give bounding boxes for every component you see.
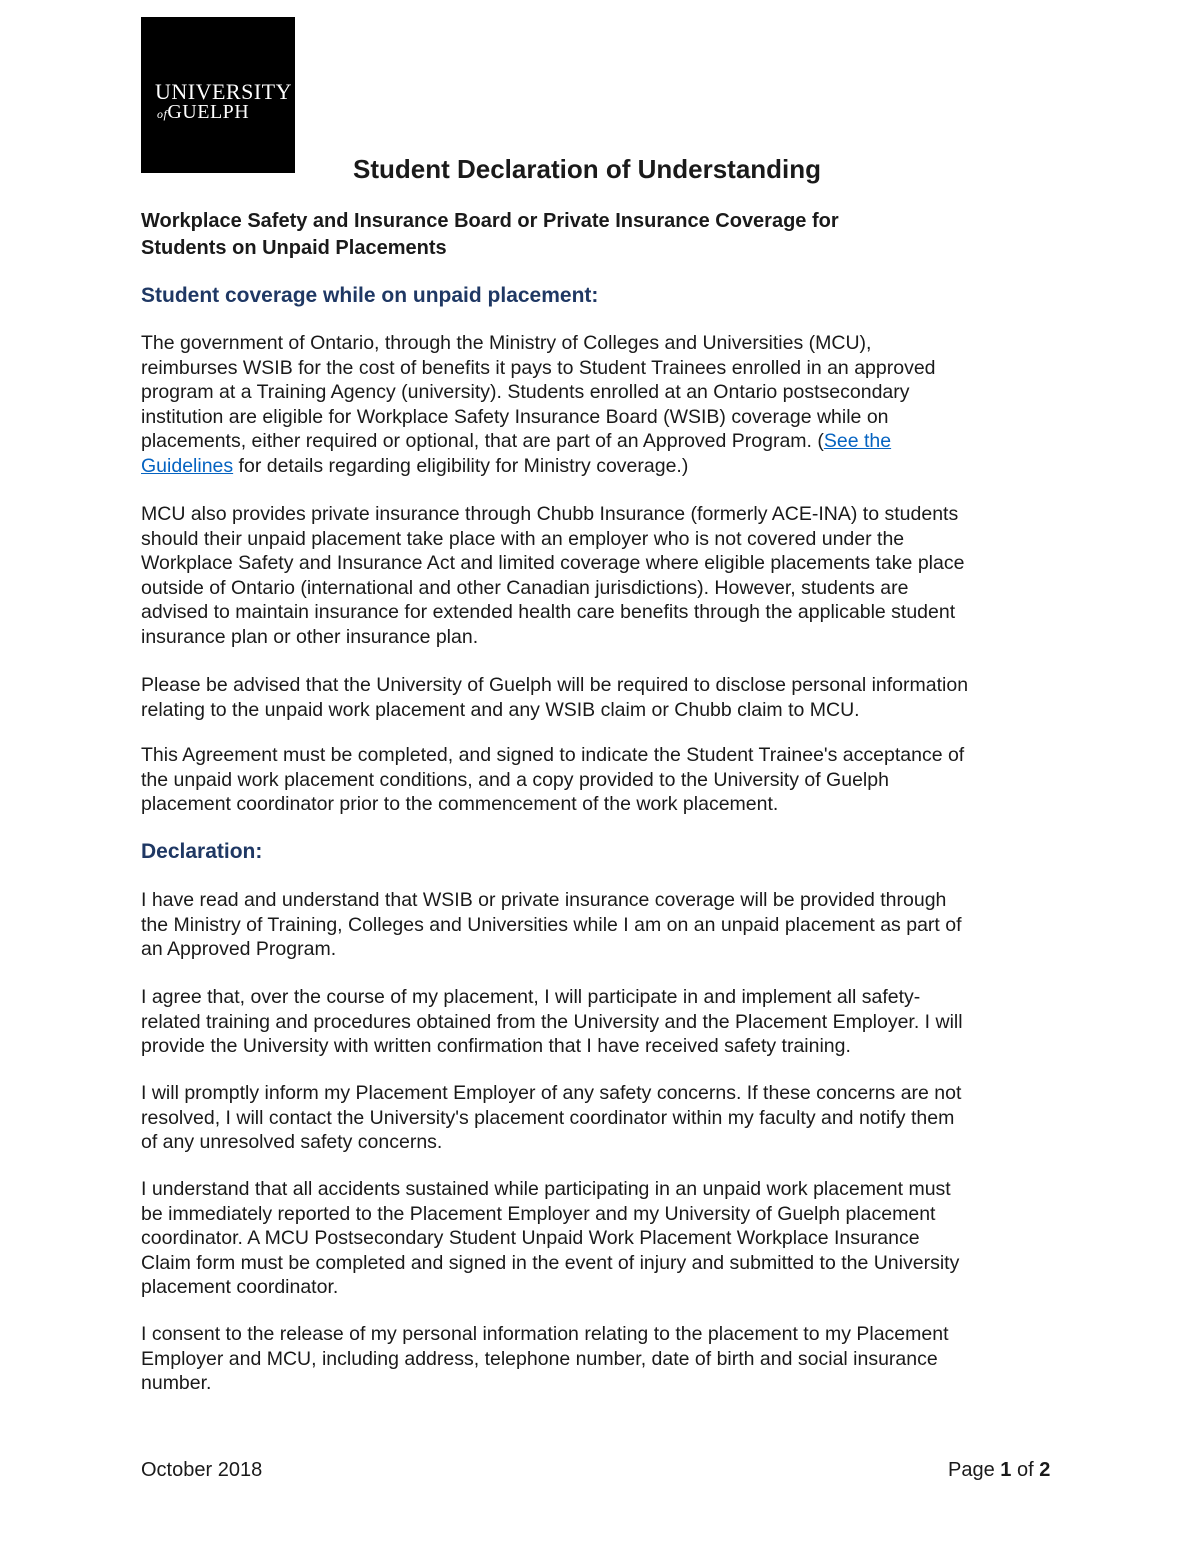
subtitle-line-1: Workplace Safety and Insurance Board or Private Insurance Coverage for	[141, 210, 839, 232]
text-line: Employer and MCU, including address, telephone number, date of birth and social insurance	[141, 1347, 938, 1370]
declaration-paragraph-1	[141, 888, 1061, 962]
logo-guelph: GUELPH	[167, 101, 250, 123]
guidelines-link-part-1[interactable]: See the	[823, 430, 892, 453]
text-line: should their unpaid placement take place with an employer who is not covered under the	[141, 527, 905, 550]
text-line: I understand that all accidents sustained while participating in an unpaid work placement must	[141, 1178, 951, 1200]
text-line: institution are eligible for Workplace Safety Insurance Board (WSIB) coverage while on	[141, 405, 889, 428]
text-line: coordinator. A MCU Postsecondary Student Unpaid Work Placement Workplace Insurance	[141, 1227, 920, 1250]
footer-page-number	[948, 1459, 1050, 1482]
text-line: the unpaid work placement conditions, and a copy provided to the University of Guelph	[141, 768, 889, 791]
text-line: relating to the unpaid work placement and any WSIB claim or Chubb claim to MCU.	[141, 698, 860, 721]
footer-date: October 2018	[141, 1459, 263, 1481]
text-line: the Ministry of Training, Colleges and Universities while I am on an unpaid placement as part of	[141, 913, 962, 936]
logo-of: of	[157, 107, 168, 121]
footer-page-total: 2	[1039, 1459, 1051, 1481]
text-line: outside of Ontario (international and other Canadian jurisdictions). However, students are	[141, 576, 909, 599]
footer-page-word: Page	[948, 1459, 995, 1481]
document-title: Student Declaration of Understanding	[353, 154, 822, 184]
text-line: program at a Training Agency (university). Students enrolled at an Ontario postsecondary	[141, 381, 910, 404]
text-line: Please be advised that the University of Guelph will be required to disclose personal information	[141, 674, 969, 696]
footer-of-word: of	[1016, 1459, 1034, 1481]
text-line: of any unresolved safety concerns.	[141, 1131, 443, 1154]
coverage-paragraph-3	[141, 673, 1061, 722]
text-line: insurance plan or other insurance plan.	[141, 625, 479, 648]
footer-page-current: 1	[1000, 1459, 1012, 1481]
text-line: resolved, I will contact the University's placement coordinator within my faculty and notify them	[141, 1106, 955, 1129]
declaration-paragraph-2	[141, 985, 1061, 1059]
logo-line-guelph	[157, 101, 249, 124]
declaration-heading: Declaration:	[141, 840, 263, 863]
text-line: related training and procedures obtained from the University and the Placement Employer. I will	[141, 1010, 963, 1033]
text-line: This Agreement must be completed, and signed to indicate the Student Trainee's acceptance of	[141, 744, 965, 766]
text-line: provide the University with written confirmation that I have received safety training.	[141, 1035, 851, 1058]
text-line	[141, 454, 1061, 479]
coverage-paragraph-1	[141, 331, 1061, 479]
text-fragment: for details regarding eligibility for Ministry coverage.)	[233, 454, 689, 477]
text-line: placement coordinator.	[141, 1276, 339, 1299]
coverage-heading: Student coverage while on unpaid placement:	[141, 284, 599, 307]
text-line: Workplace Safety and Insurance Act and limited coverage where eligible placements take place	[141, 552, 965, 575]
declaration-paragraph-3	[141, 1081, 1061, 1155]
text-line: advised to maintain insurance for extended health care benefits through the applicable student	[141, 601, 956, 624]
text-line: reimburses WSIB for the cost of benefits it pays to Student Trainees enrolled in an approved	[141, 356, 936, 379]
text-line: an Approved Program.	[141, 938, 337, 961]
text-line: I agree that, over the course of my placement, I will participate in and implement all safety-	[141, 986, 921, 1008]
university-of-guelph-logo	[141, 17, 295, 173]
text-line: I have read and understand that WSIB or private insurance coverage will be provided through	[141, 889, 947, 911]
text-line: number.	[141, 1372, 212, 1395]
text-line: I will promptly inform my Placement Employer of any safety concerns. If these concerns are not	[141, 1082, 962, 1104]
text-line: MCU also provides private insurance through Chubb Insurance (formerly ACE-INA) to students	[141, 503, 959, 525]
declaration-paragraph-4	[141, 1177, 1061, 1300]
coverage-paragraph-2	[141, 502, 1061, 650]
logo-line-university: UNIVERSITY	[155, 79, 292, 104]
guidelines-link-part-2[interactable]: Guidelines	[141, 454, 234, 477]
document-subtitle	[141, 208, 1081, 262]
declaration-paragraph-5	[141, 1322, 1061, 1396]
coverage-paragraph-4	[141, 743, 1061, 817]
text-line: Claim form must be completed and signed in the event of injury and submitted to the University	[141, 1251, 960, 1274]
text-line: The government of Ontario, through the Ministry of Colleges and Universities (MCU),	[141, 332, 872, 354]
text-line	[141, 429, 1061, 454]
text-line: be immediately reported to the Placement Employer and my University of Guelph placement	[141, 1202, 936, 1225]
text-line: placement coordinator prior to the commencement of the work placement.	[141, 793, 779, 816]
text-fragment: placements, either required or optional, that are part of an Approved Program. (	[141, 430, 824, 453]
subtitle-line-2: Students on Unpaid Placements	[141, 237, 447, 259]
text-line: I consent to the release of my personal information relating to the placement to my Placement	[141, 1323, 949, 1345]
